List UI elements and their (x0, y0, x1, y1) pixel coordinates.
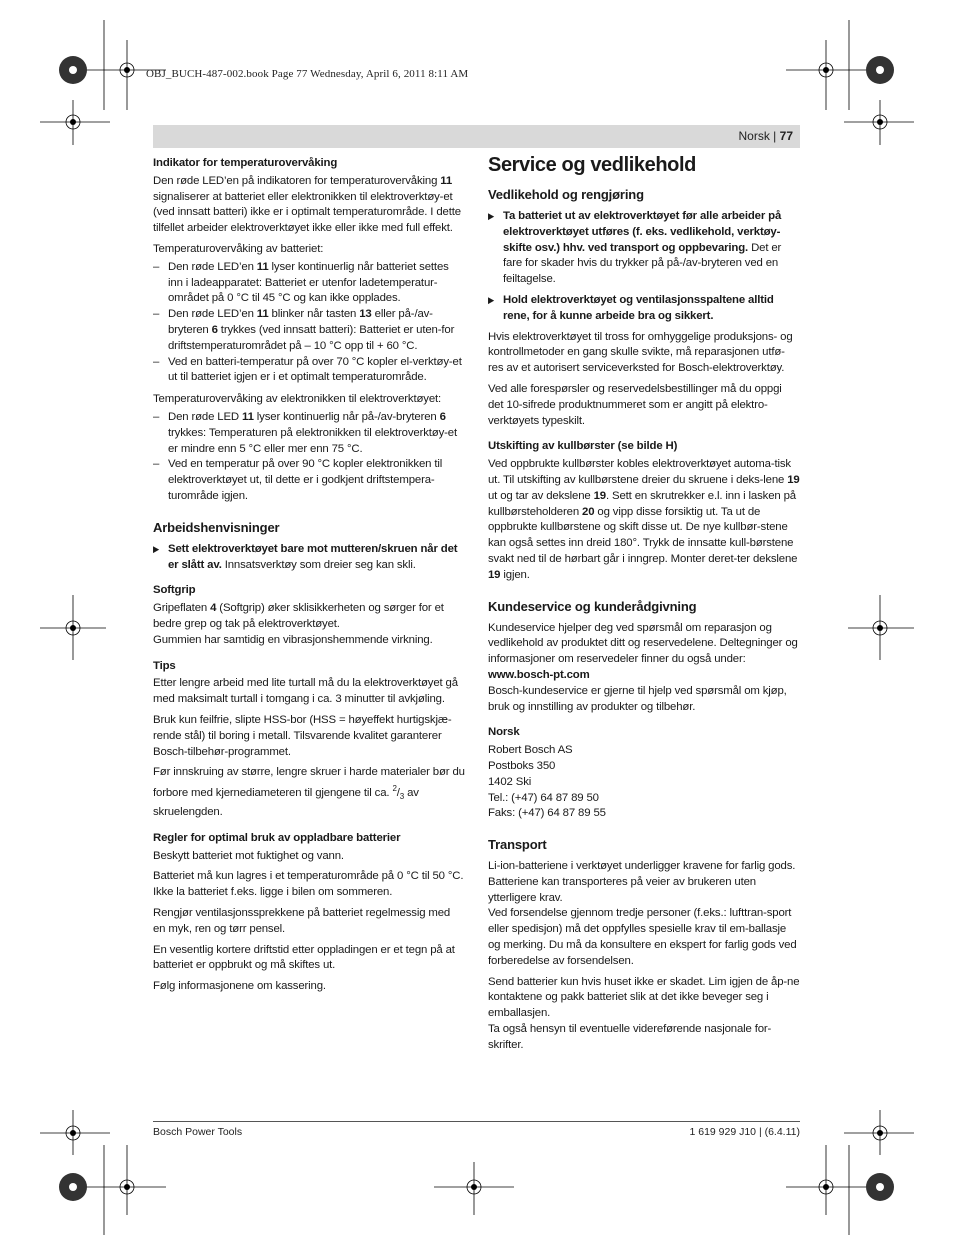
list-item: – Den røde LED’en 11 blinker når tasten 13 eller på-/av-bryteren 6 trykkes (ved innsatt batteri): Batteriet er uten-for driftstemperaturområdet på – 10 °C opp til + 60 °C. (153, 307, 465, 354)
rules-paragraph-2: Batteriet må kun lagres i et temperaturområde på 0 °C til 50 °C. Ikke la batteriet f.eks. ligge i bilen om sommeren. (153, 870, 464, 899)
transport-heading: Transport (488, 837, 547, 853)
softgrip-paragraph: Gripeflaten 4 (Softgrip) øker sklisikkerheten og sørger for et bedre grep og tak på elektroverktøyet. (153, 602, 444, 630)
customer-service-paragraph-2: Bosch-kundeservice er gjerne til hjelp ved spørsmål om kjøp, bruk og innstilling av produkter og tilbehør. (488, 684, 787, 713)
triangle-bullet-icon: ▶ (153, 543, 160, 554)
address-block (488, 743, 800, 822)
battery-monitor-list (153, 260, 465, 386)
list-item: – Den røde LED 11 lyser kontinuerlig når på-/av-bryteren 6 trykkes: Temperaturen på elektronikken til elektroverktøy-et er mindre enn 5 °C eller mer enn 75 °C. (153, 410, 465, 457)
maintenance-heading: Vedlikehold og rengjøring (488, 187, 644, 202)
brush-paragraph: Ved oppbrukte kullbørster kobles elektroverktøyet automa-tisk ut. Til utskifting av kullbørstene dreier du skruene i deks-lene 19 ut og tar av dekslene 19. Sett en skrutrekker e.l. inn i lasken på kullbørsteholderen 20 og vipp disse forsiktig ut. Ta ut de oppbrukte kullbørstene og skift disse ut. De nye kullbør-stene kan også settes inn dreid 180°. Trykk de innsatte kull-børstene svakt ned til de hørbart går i inngrep. Monter deret-ter dekslene 19 igjen. (488, 458, 800, 581)
maintenance-paragraph-1: Hvis elektroverktøyet til tross for omhyggelige produksjons- og kontrollmetoder en gang skulle svikte, må reparasjonen utfø-res av et autorisert serviceverksted for Bosch-elektroverktøy. (488, 330, 793, 375)
softgrip-paragraph-2: Gummien har samtidig en vibrasjonshemmende virkning. (153, 633, 433, 646)
indicator-paragraph: Den røde LED’en på indikatoren for temperaturovervåking 11 signaliserer at batteriet eller elektronikken til elektroverktøy-et (ved innsatt batteri) ikke er i optimalt temperaturområde. I dette tilfellet arbeider elektroverktøyet ikke eller ikke med full effekt. (153, 174, 461, 235)
tips-paragraph-2: Bruk kun feilfrie, slipte HSS-bor (HSS = høyeffekt hurtigskjæ-rende stål) til boring i metall. Tilsvarende kvalitet garanterer Bosch-tilbehør-programmet. (153, 713, 452, 758)
fax-line: Faks: (+47) 64 87 89 55 (488, 807, 606, 820)
phone-line: Tel.: (+47) 64 87 89 50 (488, 791, 599, 804)
page-header (739, 129, 794, 143)
tips-heading: Tips (153, 659, 176, 672)
page-header-bar (153, 125, 800, 148)
transport-paragraph-4: Ta også hensyn til eventuelle videreførende nasjonale for-skrifter. (488, 1023, 772, 1051)
electronics-monitor-intro: Temperaturovervåking av elektronikken til elektroverktøyet: (153, 393, 442, 406)
transport-paragraph-1: Li-ion-batteriene i verktøyet underligger kravene for farlig gods. Batteriene kan transporteres på veier av brukeren uten ytterligere krav. (488, 860, 796, 904)
list-item: – Ved en temperatur på over 90 °C kopler elektronikken til elektroverktøyet ut, til dette er i godkjent driftstempera-turområde igjen. (153, 457, 465, 504)
brush-heading: Utskifting av kullbørster (se bilde H) (488, 440, 678, 453)
electronics-monitor-list (153, 410, 465, 505)
maintenance-instruction-1: ▶ Ta batteriet ut av elektroverktøyet før alle arbeider på elektroverktøyet utføres (f. eks. vedlikehold, verktøy-skifte osv.) hhv. ved transport og oppbevaring. Det er fare for skader hvis du trykker på på-/av-bryteren ved en feiltagelse. (488, 210, 782, 286)
norsk-heading: Norsk (488, 726, 520, 739)
battery-monitor-intro: Temperaturovervåking av batteriet: (153, 242, 324, 255)
page-number: 77 (779, 129, 793, 143)
customer-service-paragraph-1: Kundeservice hjelper deg ved spørsmål om reparasjon og vedlikehold av produktet ditt og reservedelene. Deltegninger og informasjoner om reservedeler finner du også under: (488, 621, 798, 666)
right-column (488, 150, 800, 1059)
transport-paragraph-3: Send batterier kun hvis huset ikke er skadet. Lim igjen de åp-ne kontaktene og pakk batteriet slik at det ikke beveger seg i emballasjen. (488, 975, 800, 1020)
transport-paragraph-2: Ved forsendelse gjennom tredje personer (f.eks.: lufttran-sport eller spedisjon) må det oppfylles spesielle krav til em-ballasje og merking. Du må da konsultere en ekspert for farlig gods ved forberedelse av forsendelsen. (488, 907, 797, 967)
work-instruction: ▶ Sett elektroverktøyet bare mot mutteren/skruen når det er slått av. Innsatsverktøy som dreier seg kan skli. (153, 542, 458, 571)
rules-paragraph-4: En vesentlig kortere driftstid etter oppladingen er et tegn på at batteriet er oppbrukt og må skiftes ut. (153, 943, 455, 972)
list-item: – Ved en batteri-temperatur på over 70 °C kopler el-verktøy-et ut til batteriet igjen er i et optimalt temperaturområde. (153, 355, 465, 387)
rules-paragraph-3: Rengjør ventilasjonssprekkene på batteriet regelmessig med en myk, ren og tørr pensel. (153, 906, 451, 935)
tips-paragraph-1: Etter lengre arbeid med lite turtall må du la elektroverktøyet gå med maksimalt turtall i tomgang i ca. 3 minutter til avkjøling. (153, 677, 458, 706)
left-column (153, 156, 465, 1000)
rules-paragraph-5: Følg informasjonene om kassering. (153, 980, 326, 993)
header-separator: | (769, 129, 780, 143)
indicator-heading: Indikator for temperaturovervåking (153, 157, 338, 169)
list-item: – Den røde LED’en 11 lyser kontinuerlig når batteriet settes inn i ladeapparatet: Batteriet er utenfor ladetemperatur-området på 0 °C til 45 °C og kan ikke opplades. (153, 260, 465, 307)
maintenance-instruction-2: ▶ Hold elektroverktøyet og ventilasjonsspaltene alltid rene, for å kunne arbeide bra og sikkert. (488, 293, 774, 322)
triangle-bullet-icon: ▶ (488, 211, 495, 221)
triangle-bullet-icon: ▶ (488, 294, 495, 305)
tips-paragraph-3: Før innskruing av større, lengre skruer i harde materialer bør du forbore med kjernediameteren til gjengene til ca. $^2/_3$ av skruelengden. (153, 766, 465, 818)
customer-service-heading: Kundeservice og kunderådgivning (488, 598, 697, 614)
battery-rules-heading: Regler for optimal bruk av oppladbare batterier (153, 831, 401, 844)
bosch-url-link[interactable]: www.bosch-pt.com (488, 668, 590, 681)
footer-doc-number: 1 619 929 J10 | (6.4.11) (689, 1126, 800, 1138)
rules-paragraph-1: Beskytt batteriet mot fuktighet og vann. (153, 849, 344, 862)
header-section: Norsk (738, 129, 770, 143)
footer-brand: Bosch Power Tools (153, 1126, 243, 1138)
maintenance-paragraph-2: Ved alle forespørsler og reservedelsbestillinger må du oppgi det 10-sifrede produktnummeret som er angitt på elektro-verktøyets typeskilt. (488, 382, 782, 427)
section-title: Service og vedlikehold (488, 154, 696, 176)
address-line: Postboks 350 (488, 759, 556, 772)
file-slug: OBJ_BUCH-487-002.book Page 77 Wednesday, April 6, 2011 8:11 AM (146, 68, 469, 80)
work-heading: Arbeidshenvisninger (153, 519, 280, 535)
address-line: Robert Bosch AS (488, 744, 573, 757)
address-line: 1402 Ski (488, 775, 532, 788)
softgrip-heading: Softgrip (153, 584, 196, 597)
footer-rule (153, 1121, 800, 1122)
